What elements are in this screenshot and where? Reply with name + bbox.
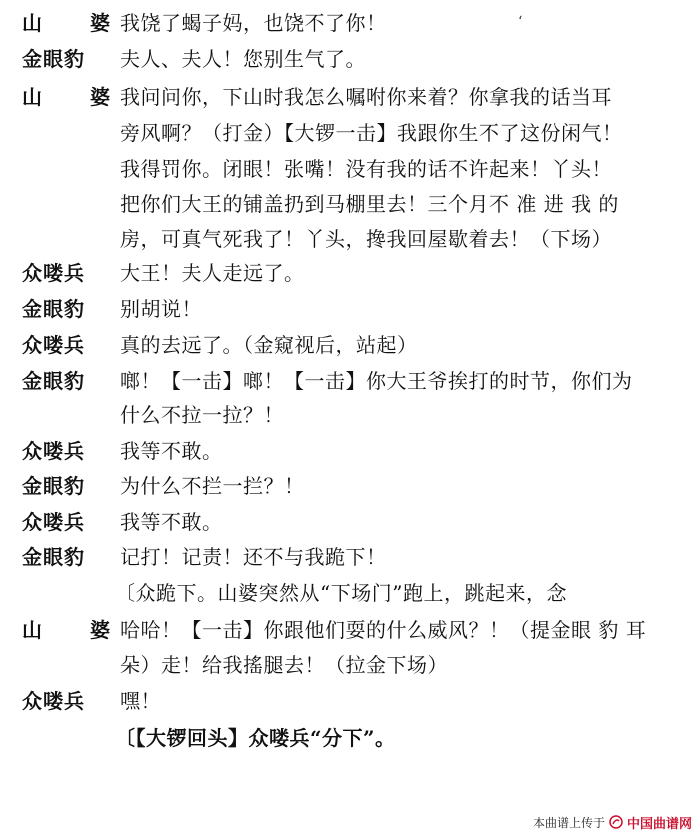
- speaker-name: 众喽兵: [22, 261, 85, 285]
- dialogue-text: 旁风啊？（打金）【大锣一击】我跟你生不了这份闲气！: [120, 121, 623, 145]
- footer-label: 本曲谱上传于: [532, 815, 605, 830]
- dialogue-text: 我饶了蝎子妈，也饶不了你！: [120, 11, 387, 35]
- dialogue-text: 房，可真气死我了！丫头，搀我回屋歇着去！（下场）: [120, 227, 612, 251]
- dialogue-text: 大王！夫人走远了。: [120, 261, 305, 285]
- speaker-name: 众喽兵: [22, 510, 85, 534]
- dialogue-text: 啷！【一击】啷！【一击】你大王爷挨打的时节，你们为: [120, 369, 633, 393]
- dialogue-text: 嘿！: [120, 689, 161, 713]
- speaker-name: 山 婆: [22, 618, 124, 642]
- speaker-name: 山 婆: [22, 85, 124, 109]
- dialogue-text: 记打！记责！还不与我跪下！: [120, 545, 387, 569]
- dialogue-text: 什么不拉一拉？！: [120, 403, 284, 427]
- scan-mark: ʻ: [518, 14, 523, 30]
- dialogue-text: 别胡说！: [120, 297, 202, 321]
- speaker-name: 众喽兵: [22, 439, 85, 463]
- dialogue-text: 朵）走！给我搖腿去！（拉金下场）: [120, 653, 448, 677]
- speaker-name: 金眼豹: [22, 297, 85, 321]
- site-brand[interactable]: 中国曲谱网: [626, 816, 692, 832]
- dialogue-text: 我问问你，下山时我怎么嘱咐你来着？你拿我的话当耳: [120, 85, 612, 109]
- dialogue-text: 我得罚你。闭眼！张嘴！没有我的话不许起来！丫头！: [120, 157, 612, 181]
- dialogue-text: 为什么不拦一拦？！: [120, 474, 305, 498]
- speaker-name: 金眼豹: [22, 47, 85, 71]
- dialogue-text: 哈哈！【一击】你跟他们耍的什么威风？！（提金眼 豹 耳: [120, 618, 647, 642]
- speaker-name: 山 婆: [22, 11, 124, 35]
- dialogue-text: 夫人、夫人！您别生气了。: [120, 47, 366, 71]
- dialogue-text: 我等不敢。: [120, 439, 223, 463]
- speaker-name: 金眼豹: [22, 545, 85, 569]
- site-logo-icon: [609, 815, 623, 829]
- dialogue-text: 我等不敢。: [120, 510, 223, 534]
- stage-direction-text: 〔【大锣回头】众喽兵“分下”。: [115, 726, 396, 750]
- speaker-name: 众喽兵: [22, 333, 85, 357]
- speaker-name: 金眼豹: [22, 369, 85, 393]
- stage-direction-text: 〔众跪下。山婆突然从“下场门”跑上，跳起来，念: [115, 581, 567, 605]
- dialogue-text: 真的去远了。（金窥视后，站起）: [120, 333, 418, 357]
- site-footer: [533, 812, 692, 832]
- speaker-name: 众喽兵: [22, 689, 85, 713]
- dialogue-text: 把你们大王的铺盖扔到马棚里去！三个月不 准 进 我 的: [120, 192, 619, 216]
- speaker-name: 金眼豹: [22, 474, 85, 498]
